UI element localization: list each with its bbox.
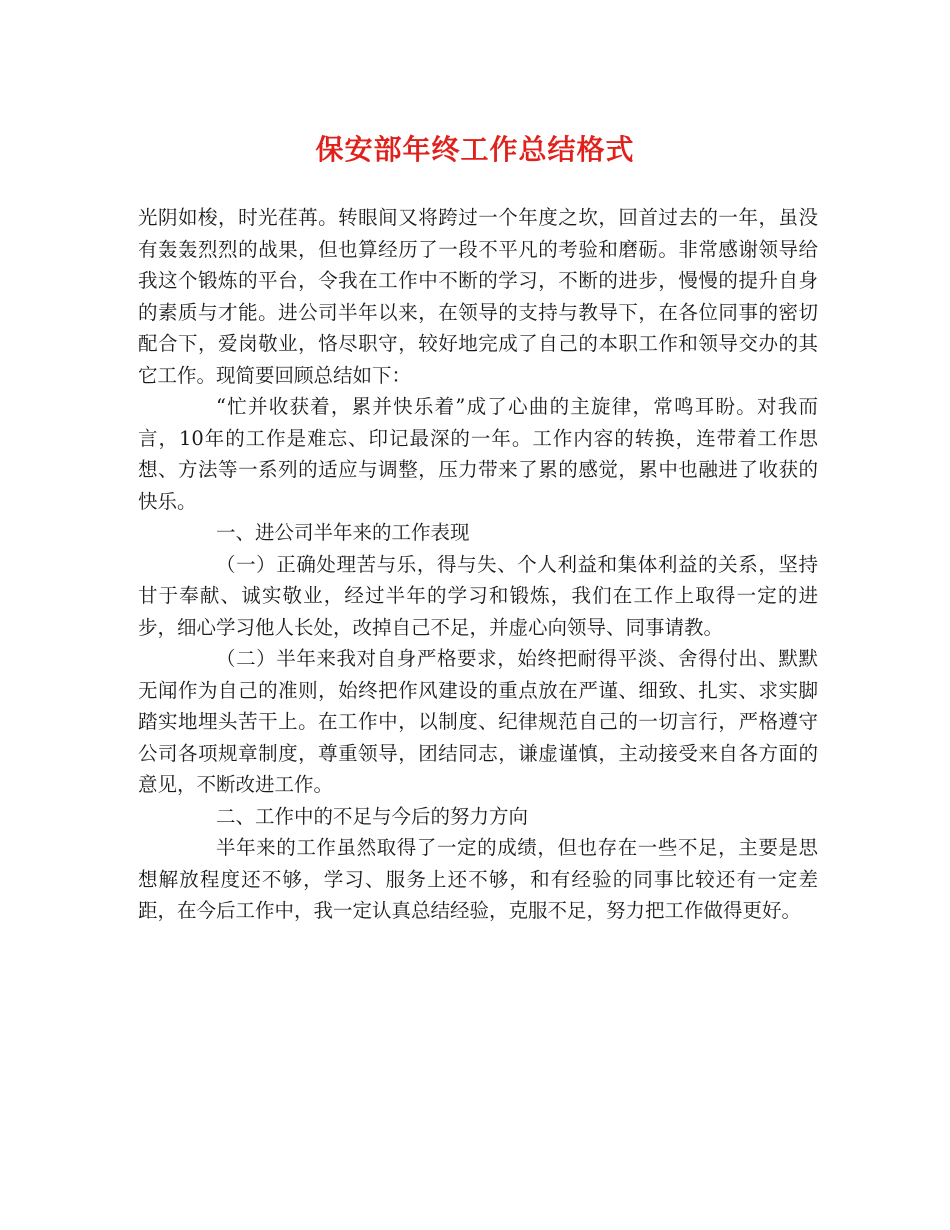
document-body (138, 202, 818, 927)
paragraph-intro: 光阴如梭，时光荏苒。转眼间又将跨过一个年度之坎，回首过去的一年，虽没有轰轰烈烈的战果，但也算经历了一段不平凡的考验和磨砺。非常感谢领导给我这个锻炼的平台，令我在工作中不断的学习，不断的进步，慢慢的提升自身的素质与才能。进公司半年以来，在领导的支持与教导下，在各位同事的密切配合下，爱岗敬业，恪尽职守，较好地完成了自己的本职工作和领导交办的其它工作。现简要回顾总结如下： (138, 206, 818, 387)
section-heading-performance: 一、进公司半年来的工作表现 (216, 521, 470, 544)
paragraph-item-one: （一）正确处理苦与乐，得与失、个人利益和集体利益的关系，坚持甘于奉献、诚实敬业，经过半年的学习和锻炼，我们在工作上取得一定的进步，细心学习他人长处，改掉自己不足，并虚心向领导、同事请教。 (138, 552, 818, 639)
paragraph-conclusion: 半年来的工作虽然取得了一定的成绩，但也存在一些不足，主要是思想解放程度还不够，学习、服务上还不够，和有经验的同事比较还有一定差距，在今后工作中，我一定认真总结经验，克服不足，努力把工作做得更好。 (138, 836, 818, 922)
paragraph-item-two: （二）半年来我对自身严格要求，始终把耐得平淡、舍得付出、默默无闻作为自己的准则，始终把作风建设的重点放在严谨、细致、扎实、求实脚踏实地埋头苦干上。在工作中，以制度、纪律规范自己的一切言行，严格遵守公司各项规章制度，尊重领导，团结同志，谦虚谨慎，主动接受来自各方面的意见，不断改进工作。 (138, 647, 818, 796)
paragraph-motto: “忙并收获着，累并快乐着”成了心曲的主旋律，常鸣耳盼。对我而言，10年的工作是难忘、印记最深的一年。工作内容的转换，连带着工作思想、方法等一系列的适应与调整，压力带来了累的感觉，累中也融进了收获的快乐。 (138, 395, 818, 513)
section-heading-shortcomings: 二、工作中的不足与今后的努力方向 (216, 804, 529, 828)
document-title: 保安部年终工作总结格式 (315, 133, 635, 166)
